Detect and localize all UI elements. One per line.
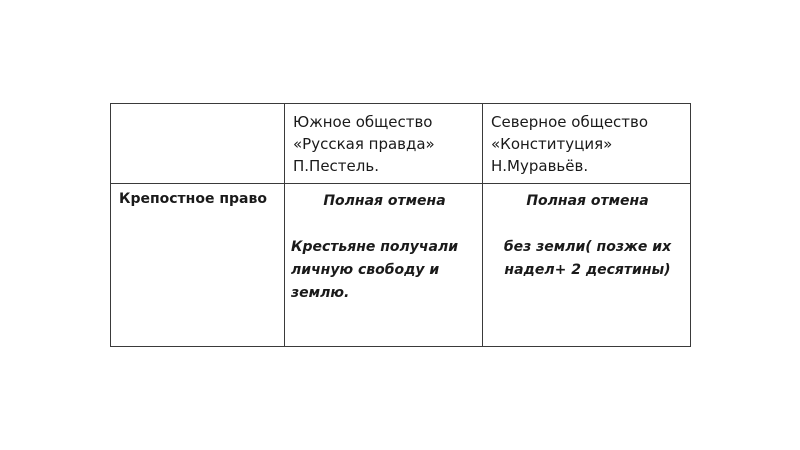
header-row: [111, 104, 691, 184]
north-serfdom-cell: [483, 184, 691, 347]
north-society-name: Северное общество: [491, 113, 649, 131]
north-society-document: «Конституция»: [491, 135, 613, 153]
north-society-leader: Н.Муравьёв.: [491, 157, 589, 175]
north-society-header: [483, 104, 691, 184]
south-society-leader: П.Пестель.: [293, 157, 379, 175]
corner-cell: [111, 104, 285, 184]
serfdom-row: [111, 184, 691, 347]
south-society-header: [285, 104, 483, 184]
south-serfdom-text: Крестьяне получали личную свободу и землю.: [291, 239, 459, 301]
comparison-table: [110, 103, 691, 347]
south-serfdom-heading: Полная отмена: [323, 193, 446, 209]
north-serfdom-text: без земли( позже их надел+ 2 десятины): [503, 239, 672, 278]
south-serfdom-cell: [285, 184, 483, 347]
south-society-document: «Русская правда»: [293, 135, 435, 153]
south-society-name: Южное общество: [293, 113, 433, 131]
north-serfdom-heading: Полная отмена: [526, 193, 649, 209]
serfdom-label: Крепостное право: [111, 184, 285, 347]
